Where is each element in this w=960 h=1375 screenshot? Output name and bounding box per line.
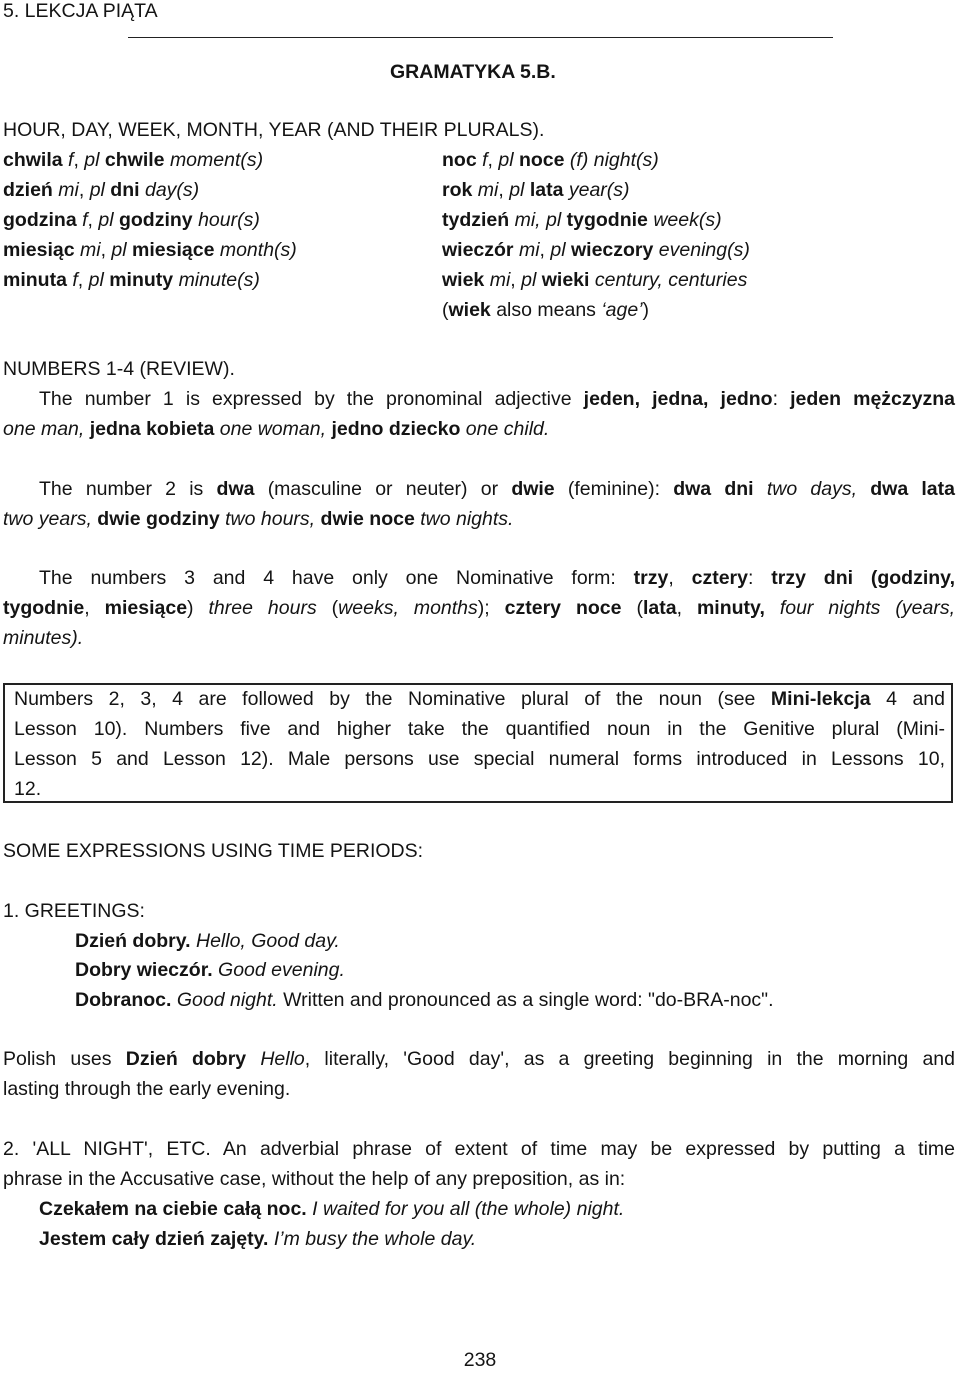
polish-uses-paragraph-cont: lasting through the early evening. xyxy=(3,1078,291,1100)
example-sentence: Czekałem na ciebie całą noc. I waited for you all (the whole) night. xyxy=(39,1198,625,1220)
polish-uses-paragraph: Polish uses Dzień dobry Hello, literally, 'Good day', as a greeting beginning in the morning and xyxy=(3,1048,955,1070)
vocab-entry: wieczór mi, pl wieczory evening(s) xyxy=(442,239,750,261)
all-night-paragraph-cont: phrase in the Accusative case, without the help of any preposition, as in: xyxy=(3,1168,626,1190)
greeting-line: Dobry wieczór. Good evening. xyxy=(75,959,345,981)
vocab-entry: godzina f, pl godziny hour(s) xyxy=(3,209,260,231)
greetings-heading: 1. GREETINGS: xyxy=(3,900,145,922)
vocab-entry: rok mi, pl lata year(s) xyxy=(442,179,630,201)
note-line: 12. xyxy=(14,778,42,800)
greeting-line: Dobranoc. Good night. Written and pronounced as a single word: "do-BRA-noc". xyxy=(75,989,774,1011)
vocab-entry: miesiąc mi, pl miesiące month(s) xyxy=(3,239,297,261)
section-title: GRAMATYKA 5.B. xyxy=(390,61,556,83)
all-night-paragraph: 2. 'ALL NIGHT', ETC. An adverbial phrase of extent of time may be expressed by putting a time xyxy=(3,1138,955,1160)
paragraph-number-one-cont: one man, jedna kobieta one woman, jedno dziecko one child. xyxy=(3,418,550,440)
page-number: 238 xyxy=(463,1349,497,1371)
paragraph-number-two: The number 2 is dwa (masculine or neuter) or dwie (feminine): dwa dni two days, dwa lata xyxy=(39,478,955,500)
vocab-entry: minuta f, pl minuty minute(s) xyxy=(3,269,260,291)
paragraph-numbers-three-four: The numbers 3 and 4 have only one Nominative form: trzy, cztery: trzy dni (godziny, xyxy=(39,567,955,589)
vocab-entry: tydzień mi, pl tygodnie week(s) xyxy=(442,209,722,231)
lesson-header: 5. LEKCJA PIĄTA xyxy=(3,0,158,22)
paragraph-numbers-three-four-cont: tygodnie, miesiące) three hours (weeks, months); cztery noce (lata, minuty, four nights (years, xyxy=(3,597,955,619)
note-line: Numbers 2, 3, 4 are followed by the Nominative plural of the noun (see Mini-lekcja 4 and xyxy=(14,688,946,710)
vocab-entry: wiek mi, pl wieki century, centuries xyxy=(442,269,748,291)
paragraph-numbers-three-four-end: minutes). xyxy=(3,627,84,649)
vocab-entry: chwila f, pl chwile moment(s) xyxy=(3,149,264,171)
expressions-heading: SOME EXPRESSIONS USING TIME PERIODS: xyxy=(3,840,424,862)
note-line: Lesson 10). Numbers five and higher take the quantified noun in the Genitive plural (Mini- xyxy=(14,718,945,740)
vocab-note: (wiek also means ‘age’) xyxy=(442,299,650,321)
vocab-heading: HOUR, DAY, WEEK, MONTH, YEAR (AND THEIR PLURALS). xyxy=(3,119,545,141)
paragraph-number-one: The number 1 is expressed by the pronominal adjective jeden, jedna, jedno: jeden mężczyzna xyxy=(39,388,956,410)
note-line: Lesson 5 and Lesson 12). Male persons use special numeral forms introduced in Lessons 10, xyxy=(14,748,945,770)
vocab-entry: noc f, pl noce (f) night(s) xyxy=(442,149,659,171)
numbers-heading: NUMBERS 1-4 (REVIEW). xyxy=(3,358,235,380)
vocab-entry: dzień mi, pl dni day(s) xyxy=(3,179,200,201)
paragraph-number-two-cont: two years, dwie godziny two hours, dwie noce two nights. xyxy=(3,508,514,530)
example-sentence: Jestem cały dzień zajęty. I’m busy the whole day. xyxy=(39,1228,477,1250)
header-rule xyxy=(128,37,833,38)
greeting-line: Dzień dobry. Hello, Good day. xyxy=(75,930,340,952)
